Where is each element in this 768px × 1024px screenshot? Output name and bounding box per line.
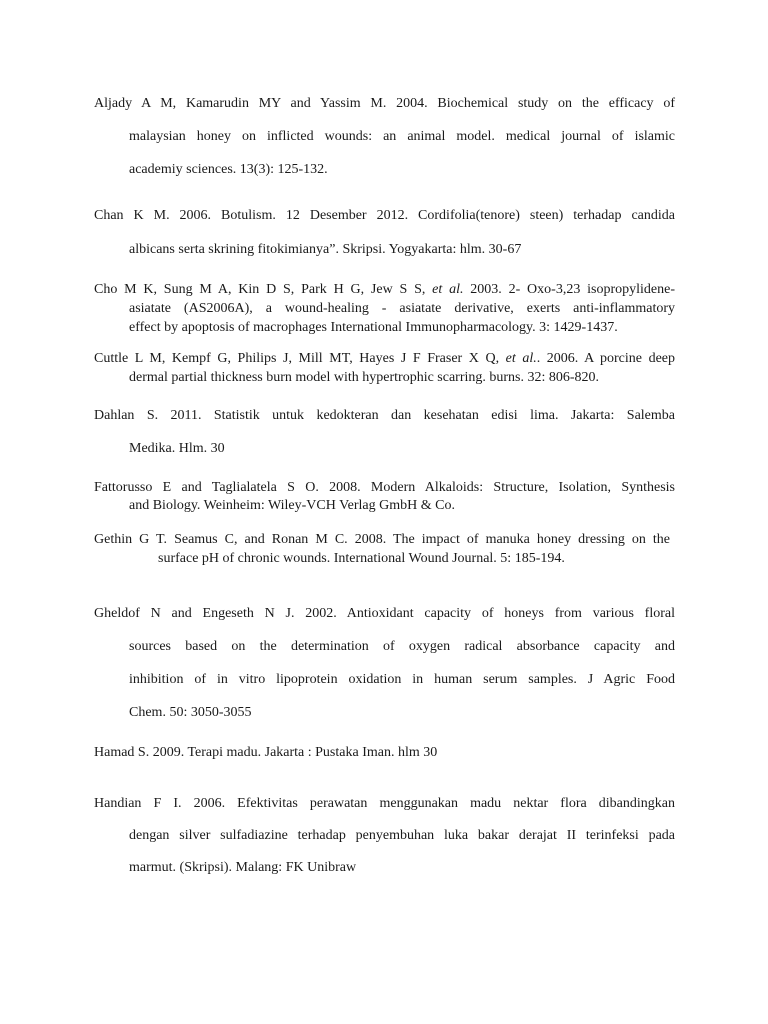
reference-line: marmut. (Skripsi). Malang: FK Unibraw <box>129 860 357 875</box>
reference-line: Chan K M. 2006. Botulism. 12 Desember 2012. Cordifolia(tenore) steen) terhadap candida <box>94 208 675 223</box>
reference-line: inhibition of in vitro lipoprotein oxidation in human serum samples. J Agric Food <box>129 672 675 687</box>
reference-line: Chem. 50: 3050-3055 <box>129 705 252 720</box>
reference-text: Cuttle L M, Kempf G, Philips J, Mill MT, Hayes J F Fraser X Q, <box>94 351 506 366</box>
reference-line: surface pH of chronic wounds. International Wound Journal. 5: 185-194. <box>158 551 565 566</box>
reference-line: asiatate (AS2006A), a wound-healing - asiatate derivative, exerts anti-inflammatory <box>129 301 675 316</box>
reference-gethin <box>94 530 670 568</box>
reference-fattorusso <box>94 479 675 515</box>
reference-line: Gethin G T. Seamus C, and Ronan M C. 2008. The impact of manuka honey dressing on the <box>94 532 670 547</box>
reference-line: Aljady A M, Kamarudin MY and Yassim M. 2004. Biochemical study on the efficacy of <box>94 96 675 111</box>
reference-line: effect by apoptosis of macrophages International Immunopharmacology. 3: 1429-1437. <box>129 320 618 335</box>
reference-line: albicans serta skrining fitokimianya”. Skripsi. Yogyakarta: hlm. 30-67 <box>129 242 522 257</box>
reference-line: Handian F I. 2006. Efektivitas perawatan menggunakan madu nektar flora dibandingkan <box>94 796 675 811</box>
reference-line: dengan silver sulfadiazine terhadap penyembuhan luka bakar derajat II terinfeksi pada <box>129 828 675 843</box>
et-al-italic: et al. <box>505 351 537 366</box>
reference-line: malaysian honey on inflicted wounds: an animal model. medical journal of islamic <box>129 129 675 144</box>
reference-line: and Biology. Weinheim: Wiley-VCH Verlag GmbH & Co. <box>129 498 455 513</box>
reference-gheldof <box>94 597 675 729</box>
reference-line <box>94 280 675 299</box>
reference-line: Hamad S. 2009. Terapi madu. Jakarta : Pustaka Iman. hlm 30 <box>94 745 438 760</box>
reference-cho <box>94 280 675 337</box>
reference-text: 2003. 2- Oxo-3,23 isopropylidene- <box>463 282 676 297</box>
reference-line: academiy sciences. 13(3): 125-132. <box>129 162 328 177</box>
reference-cuttle <box>94 349 675 387</box>
reference-chan <box>94 199 675 267</box>
reference-line: Dahlan S. 2011. Statistik untuk kedokteran dan kesehatan edisi lima. Jakarta: Salemba <box>94 408 675 423</box>
reference-text: . 2006. A porcine deep <box>536 351 676 366</box>
reference-dahlan <box>94 399 675 465</box>
reference-line: Medika. Hlm. 30 <box>129 441 225 456</box>
reference-text: Cho M K, Sung M A, Kin D S, Park H G, Jew S S, <box>94 282 433 297</box>
reference-line <box>94 349 675 368</box>
reference-line: Gheldof N and Engeseth N J. 2002. Antioxidant capacity of honeys from various floral <box>94 606 675 621</box>
reference-hamad <box>94 743 675 763</box>
reference-line: sources based on the determination of oxygen radical absorbance capacity and <box>129 639 675 654</box>
reference-line: Fattorusso E and Taglialatela S O. 2008. Modern Alkaloids: Structure, Isolation, Synthesis <box>94 480 675 495</box>
reference-handian <box>94 788 675 884</box>
reference-aljady <box>94 87 675 186</box>
reference-line: dermal partial thickness burn model with hypertrophic scarring. burns. 32: 806-820. <box>129 370 600 385</box>
et-al-italic: et al. <box>432 282 464 297</box>
